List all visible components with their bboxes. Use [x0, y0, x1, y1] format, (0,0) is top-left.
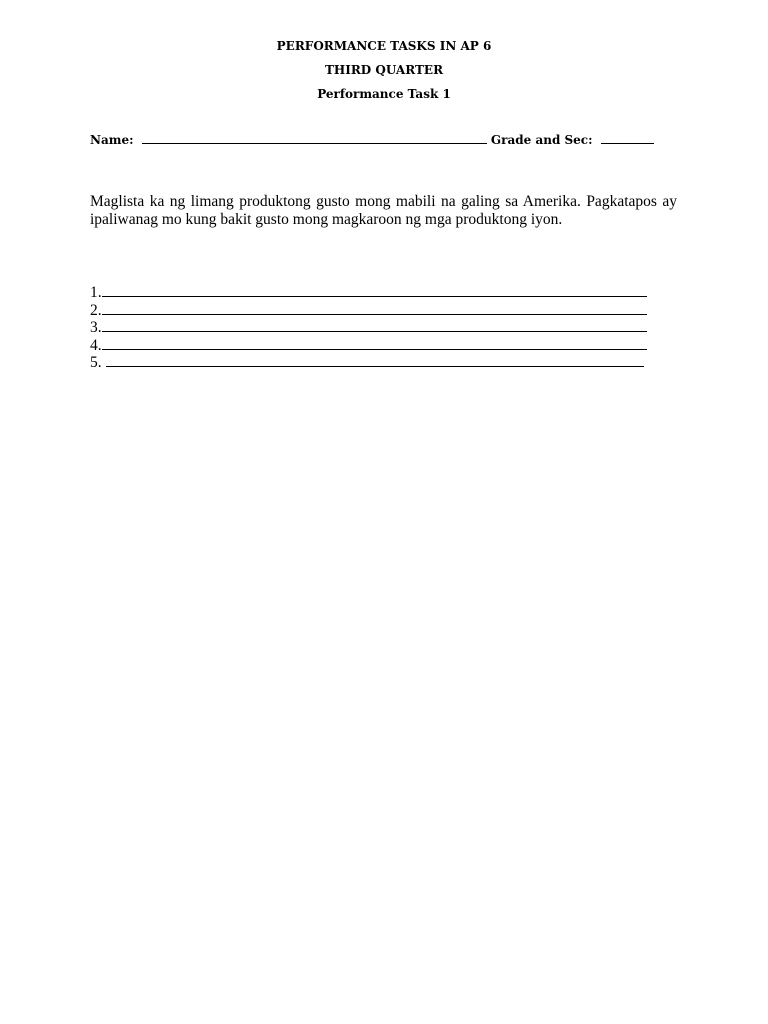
- answer-number: 3.: [90, 319, 102, 336]
- answer-blank-line: [102, 302, 647, 315]
- quarter-heading: THIRD QUARTER: [324, 63, 444, 77]
- answer-blank-line: [102, 337, 647, 350]
- name-label: Name:: [90, 133, 134, 147]
- name-blank-line: [142, 132, 487, 144]
- answer-item-5: [90, 354, 660, 372]
- answer-number: 4.: [90, 336, 102, 354]
- answer-blank-line: [102, 284, 647, 297]
- answer-item-4: [90, 337, 660, 355]
- grade-sec-blank-line: [601, 132, 654, 144]
- answer-number: 2.: [90, 301, 102, 319]
- task-heading: Performance Task 1: [317, 87, 451, 101]
- answer-item-3: [90, 319, 660, 337]
- answer-item-2: [90, 302, 660, 320]
- answer-number: 1.: [90, 284, 102, 301]
- answer-blank-line: [102, 319, 647, 332]
- answer-list: [90, 284, 660, 372]
- answer-item-1: [90, 284, 660, 302]
- document-title: PERFORMANCE TASKS IN AP 6: [276, 39, 492, 53]
- instructions-paragraph: Maglista ka ng limang produktong gusto mong mabili na galing sa Amerika. Pagkatapos ay ipaliwanag mo kung bakit gusto mong magkaroon ng mga produktong iyon.: [90, 193, 677, 228]
- student-info-row: [90, 132, 654, 148]
- answer-blank-line: [106, 354, 644, 367]
- grade-sec-label: Grade and Sec:: [490, 133, 593, 147]
- answer-number: 5.: [90, 354, 102, 371]
